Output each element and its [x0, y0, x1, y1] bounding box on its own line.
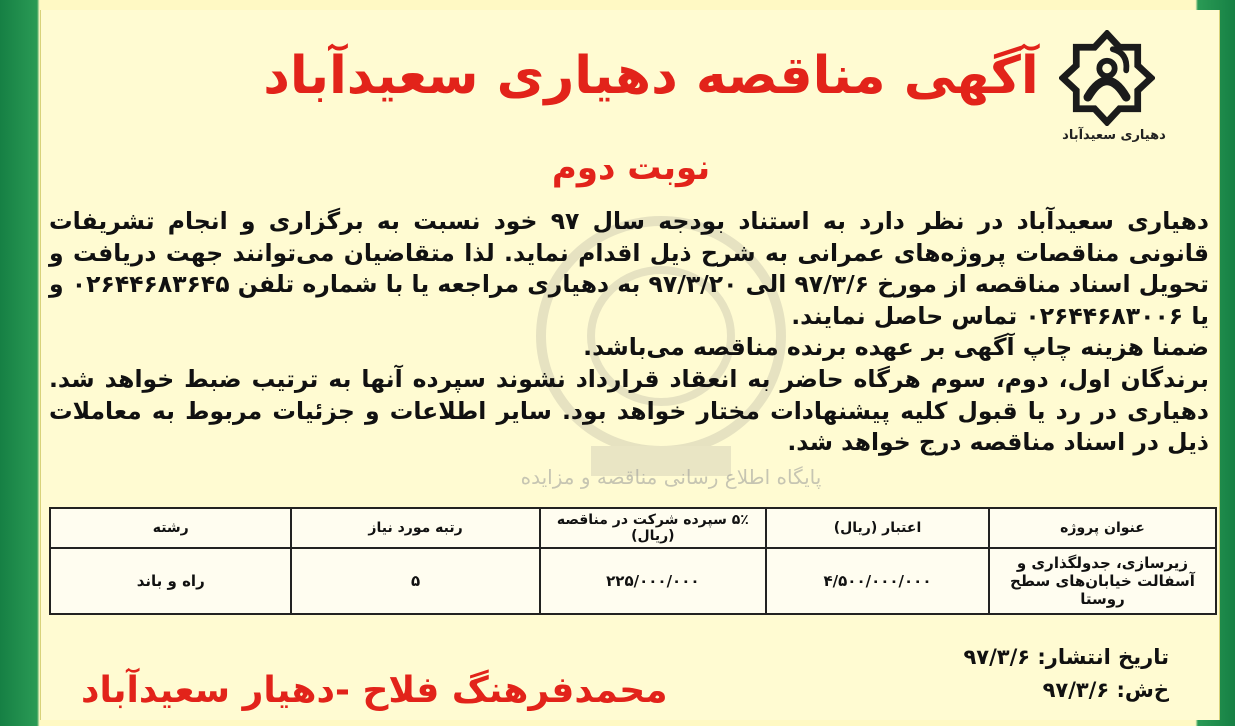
cell-deposit: ۲۲۵/۰۰۰/۰۰۰: [540, 548, 766, 614]
notice-title: آگهی مناقصه دهیاری سعیدآباد: [263, 46, 1039, 106]
header-field: رشته: [50, 508, 291, 548]
header-project: عنوان پروژه: [989, 508, 1216, 548]
cell-project: زیرسازی، جدولگذاری و آسفالت خیابان‌های سطح روستا: [989, 548, 1216, 614]
body-paragraph-1: دهیاری سعیدآباد در نظر دارد به استناد بودجه سال ۹۷ خود نسبت به برگزاری و انجام تشریفات قانونی مناقصات پروژه‌های عمرانی به شرح ذیل اقدام نماید. لذا متقاضیان می‌توانند جهت دریافت و تحویل اسناد مناقصه از مورخ ۹۷/۳/۶ الی ۹۷/۳/۲۰ به دهیاری مراجعه یا با شماره تلفن ۰۲۶۴۴۶۸۳۶۴۵ و یا ۰۲۶۴۴۶۸۳۰۰۶ تماس حاصل نمایند.: [49, 207, 1209, 330]
body-paragraph-2: ضمنا هزینه چاپ آگهی بر عهده برنده مناقصه می‌باشد.: [583, 333, 1209, 362]
notice-paper: [40, 10, 1220, 720]
publish-date: تاریخ انتشار: ۹۷/۳/۶: [963, 645, 1169, 669]
table-row: [50, 548, 1216, 614]
tender-table: [49, 507, 1217, 615]
header-deposit: ۵٪ سپرده شرکت در مناقصه (ریال): [540, 508, 766, 548]
cell-field: راه و باند: [50, 548, 291, 614]
table-header-row: [50, 508, 1216, 548]
header-grade: رتبه مورد نیاز: [291, 508, 539, 548]
body-paragraph-3: برندگان اول، دوم، سوم هرگاه حاضر به انعقاد قرارداد نشوند سپرده آنها به ترتیب ضبط خواهد شد. دهیاری در رد یا قبول کلیه پیشنهادات مختار خواهد بود. سایر اطلاعات و جزئیات مربوط به معاملات ذیل در اسناد مناقصه درج خواهد شد.: [49, 364, 1209, 457]
notice-subtitle: نوبت دوم: [551, 148, 711, 188]
repub-date: خ‌ش: ۹۷/۳/۶: [1042, 678, 1169, 702]
cell-grade: ۵: [291, 548, 539, 614]
watermark-text: پایگاه اطلاع رسانی مناقصه و مزایده: [520, 465, 822, 489]
header-budget: اعتبار (ریال): [766, 508, 989, 548]
cell-budget: ۴/۵۰۰/۰۰۰/۰۰۰: [766, 548, 989, 614]
logo-caption: دهیاری سعیدآباد: [1062, 128, 1166, 143]
notice-body: [49, 206, 1209, 459]
signature: محمدفرهنگ فلاح -دهیار سعیدآباد: [81, 670, 668, 711]
